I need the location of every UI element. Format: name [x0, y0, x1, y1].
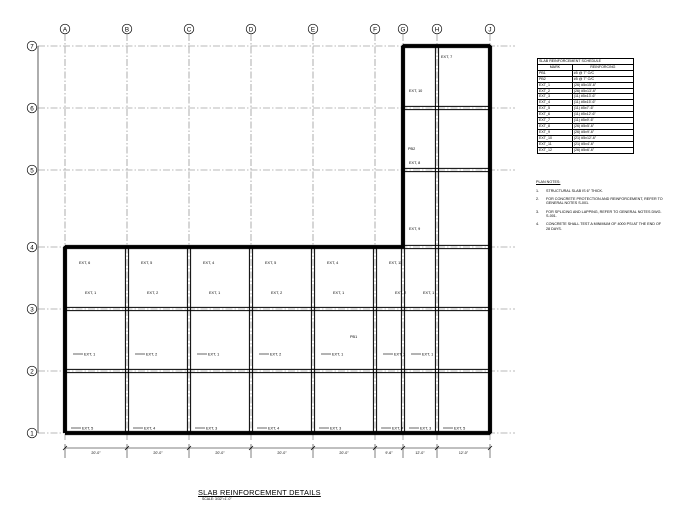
- ext-label: EXT, 4: [268, 426, 280, 431]
- ext-label: EXT, 5: [454, 426, 466, 431]
- schedule-reinforcing: (11) #5x12'-6": [572, 112, 633, 118]
- schedule-reinforcing: (11) #5x13'-6": [572, 94, 633, 100]
- column-label: H: [434, 26, 440, 34]
- row-label: 6: [30, 105, 34, 113]
- plan-note-number: 1.: [536, 188, 540, 193]
- schedule-mark: EXT_8: [538, 123, 573, 129]
- plan-note: [536, 210, 666, 219]
- ext-label: EXT, 1: [422, 352, 434, 357]
- plan-notes-heading: PLAN NOTES:: [536, 180, 561, 184]
- dimension-text: 20'-0": [153, 451, 163, 455]
- schedule-reinforcing: (26) #5x15'-6": [572, 82, 633, 88]
- ext-label: EXT, 2: [146, 352, 158, 357]
- reinforcement-labels: [71, 55, 465, 430]
- row-label: 1: [30, 430, 34, 438]
- dimension-text: 20'-0": [277, 451, 287, 455]
- schedule-mark: EXT_9: [538, 129, 573, 135]
- ext-label: EXT, 8: [409, 161, 421, 165]
- column-label: D: [248, 26, 254, 34]
- column-label: E: [310, 26, 316, 34]
- schedule-row: [538, 147, 634, 153]
- ext-label: EXT, 1: [332, 352, 344, 357]
- schedule-reinforcing: (21) #5x12'-6": [572, 135, 633, 141]
- schedule-reinforcing: (11) #5x7'-6": [572, 106, 633, 112]
- plan-note-number: 3.: [536, 209, 540, 214]
- column-label: C: [186, 26, 192, 34]
- schedule-mark: PB1: [538, 70, 573, 76]
- schedule-reinforcing: (26) #5x9'-6": [572, 129, 633, 135]
- ext-label: EXT, 1: [423, 291, 435, 295]
- plan-note: [536, 189, 666, 194]
- ext-label: EXT, 3: [330, 426, 342, 431]
- schedule-mark: EXT_4: [538, 100, 573, 106]
- plan-note-number: 4.: [536, 222, 540, 227]
- schedule-mark: EXT_1: [538, 82, 573, 88]
- row-label: 2: [30, 368, 34, 376]
- plan-note-text: FOR SPLICING AND LAPPING, REFER TO GENERAL NOTES DWG. S-001.: [546, 209, 662, 219]
- schedule-header-reinforcing: REINFORCING: [572, 64, 633, 70]
- schedule-header-mark: MARK: [538, 64, 573, 70]
- schedule-mark: EXT_6: [538, 112, 573, 118]
- ext-label: EXT, 6: [79, 261, 91, 265]
- ext-label: EXT, 3: [420, 426, 432, 431]
- dimension-line: [63, 444, 492, 458]
- ext-label: EXT, 1: [333, 291, 345, 295]
- reinforcement-schedule-table: [537, 58, 634, 154]
- drawing-title: SLAB REINFORCEMENT DETAILS: [198, 488, 321, 497]
- dimension-text: 9'-6": [385, 451, 393, 455]
- column-label: G: [400, 26, 406, 34]
- plan-note: [536, 222, 666, 231]
- schedule-mark: PB2: [538, 76, 573, 82]
- schedule-mark: EXT_10: [538, 135, 573, 141]
- ext-label: EXT, 2: [147, 291, 159, 295]
- ext-label: EXT, 5: [265, 261, 277, 265]
- slab-mark-label: PB2: [408, 147, 416, 151]
- schedule-mark: EXT_3: [538, 94, 573, 100]
- ext-label: EXT, 4: [392, 426, 404, 431]
- dimension-text: 20'-0": [215, 451, 225, 455]
- plan-notes: [536, 180, 666, 235]
- schedule-mark: EXT_5: [538, 106, 573, 112]
- schedule-mark: EXT_11: [538, 141, 573, 147]
- schedule-mark: EXT_12: [538, 147, 573, 153]
- schedule-title: SLAB REINFORCEMENT SCHEDULE: [538, 59, 634, 65]
- grid-bubbles: [27, 24, 495, 438]
- ext-label: EXT, 5: [141, 261, 153, 265]
- column-label: B: [124, 26, 130, 34]
- dimension-text: 20'-0": [339, 451, 349, 455]
- row-label: 5: [30, 167, 34, 175]
- ext-label: EXT, 2: [395, 291, 407, 295]
- ext-label: EXT, 2: [271, 291, 283, 295]
- ext-label: EXT, 1: [209, 291, 221, 295]
- plan-note-text: CONCRETE SHALL TEST A MINIMUM OF 4000 PSI AT THE END OF 28 DAYS.: [546, 222, 662, 231]
- dimension-text: 20'-0": [91, 451, 101, 455]
- row-label: 3: [30, 306, 34, 314]
- plan-note-text: FOR CONCRETE PROTECTION AND REINFORCEMENT, REFER TO GENERAL NOTES S-001.: [546, 196, 663, 206]
- slab-mark-label: PB1: [350, 335, 358, 339]
- plan-note: [536, 197, 666, 206]
- column-label: F: [373, 26, 377, 34]
- ext-label: EXT, 1: [208, 352, 220, 357]
- dimension-text: 12'-0": [415, 451, 425, 455]
- ext-label: EXT, 3: [206, 426, 218, 431]
- ext-label: EXT, 9: [409, 227, 421, 231]
- schedule-reinforcing: (26) #5x6'-6": [572, 147, 633, 153]
- column-label: A: [62, 26, 68, 34]
- ext-label: EXT, 4: [144, 426, 156, 431]
- schedule-reinforcing: #5 @ 7" O/C: [572, 76, 633, 82]
- beam-outlines: [63, 44, 491, 434]
- ext-label: EXT, 1: [85, 291, 97, 295]
- column-label: J: [488, 26, 492, 34]
- ext-label: EXT, 4: [327, 261, 339, 265]
- plan-note-number: 2.: [536, 196, 540, 201]
- ext-label: EXT, 11: [389, 261, 403, 265]
- ext-label: EXT, 7: [441, 55, 453, 59]
- ext-label: EXT, 5: [82, 426, 94, 431]
- ext-label: EXT, 10: [409, 89, 423, 93]
- grid-lines: [38, 34, 515, 440]
- ext-label: EXT, 2: [394, 352, 406, 357]
- schedule-reinforcing: (11) #5x9'-6": [572, 118, 633, 124]
- schedule-mark: EXT_2: [538, 88, 573, 94]
- schedule-reinforcing: (11) #5x15'-6": [572, 100, 633, 106]
- schedule-mark: EXT_7: [538, 118, 573, 124]
- ext-label: EXT, 4: [203, 261, 215, 265]
- schedule-reinforcing: (21) #5x4'-6": [572, 141, 633, 147]
- dimension-text: 12'-0": [458, 451, 469, 455]
- plan-note-text: STRUCTURAL SLAB IS 6" THICK.: [546, 188, 604, 193]
- row-label: 7: [30, 43, 34, 51]
- drawing-scale: SCALE: 3/32"=1'-0": [202, 497, 232, 501]
- schedule-reinforcing: #5 @ 7" O/C: [572, 70, 633, 76]
- schedule-reinforcing: (26) #5x13'-6": [572, 88, 633, 94]
- ext-label: EXT, 1: [84, 352, 96, 357]
- ext-label: EXT, 2: [270, 352, 282, 357]
- schedule-reinforcing: (26) #5x5'-6": [572, 123, 633, 129]
- row-label: 4: [30, 244, 34, 252]
